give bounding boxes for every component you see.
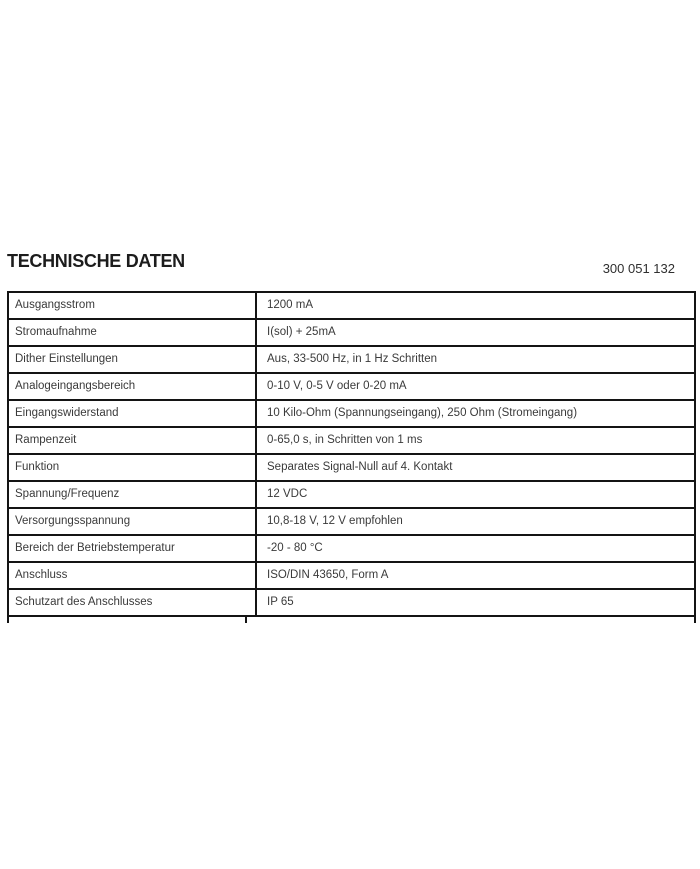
spec-value: 10 Kilo-Ohm (Spannungseingang), 250 Ohm (Stromeingang) — [256, 400, 695, 427]
table-row — [8, 508, 695, 535]
spec-value: 12 VDC — [256, 481, 695, 508]
spec-label: Analogeingangsbereich — [8, 373, 256, 400]
spec-label: Schutzart des Anschlusses — [8, 589, 256, 616]
spec-value: I(sol) + 25mA — [256, 319, 695, 346]
spec-label: Ausgangsstrom — [8, 292, 256, 319]
spec-label: Dither Einstellungen — [8, 346, 256, 373]
spec-value: 0-10 V, 0-5 V oder 0-20 mA — [256, 373, 695, 400]
scan-artifact-line — [694, 616, 696, 623]
page-title: TECHNISCHE DATEN — [7, 251, 185, 271]
spec-value: 10,8-18 V, 12 V empfohlen — [256, 508, 695, 535]
spec-value: Aus, 33-500 Hz, in 1 Hz Schritten — [256, 346, 695, 373]
table-row — [8, 427, 695, 454]
table-row — [8, 292, 695, 319]
spec-value: ISO/DIN 43650, Form A — [256, 562, 695, 589]
scan-artifact-line — [245, 616, 247, 623]
table-row — [8, 400, 695, 427]
spec-label: Funktion — [8, 454, 256, 481]
spec-value: IP 65 — [256, 589, 695, 616]
scan-artifact-line — [7, 616, 9, 623]
technical-data-table — [7, 291, 696, 617]
table-row — [8, 454, 695, 481]
spec-label: Rampenzeit — [8, 427, 256, 454]
spec-label: Versorgungsspannung — [8, 508, 256, 535]
table-row — [8, 589, 695, 616]
table-row — [8, 346, 695, 373]
table-row — [8, 535, 695, 562]
table-row — [8, 319, 695, 346]
spec-label: Spannung/Frequenz — [8, 481, 256, 508]
spec-value: 1200 mA — [256, 292, 695, 319]
spec-label: Stromaufnahme — [8, 319, 256, 346]
table-row — [8, 481, 695, 508]
table-row — [8, 373, 695, 400]
spec-label: Eingangswiderstand — [8, 400, 256, 427]
spec-value: Separates Signal-Null auf 4. Kontakt — [256, 454, 695, 481]
spec-value: -20 - 80 °C — [256, 535, 695, 562]
table-row — [8, 562, 695, 589]
spec-label: Anschluss — [8, 562, 256, 589]
spec-value: 0-65,0 s, in Schritten von 1 ms — [256, 427, 695, 454]
spec-label: Bereich der Betriebstemperatur — [8, 535, 256, 562]
document-number: 300 051 132 — [602, 261, 675, 276]
